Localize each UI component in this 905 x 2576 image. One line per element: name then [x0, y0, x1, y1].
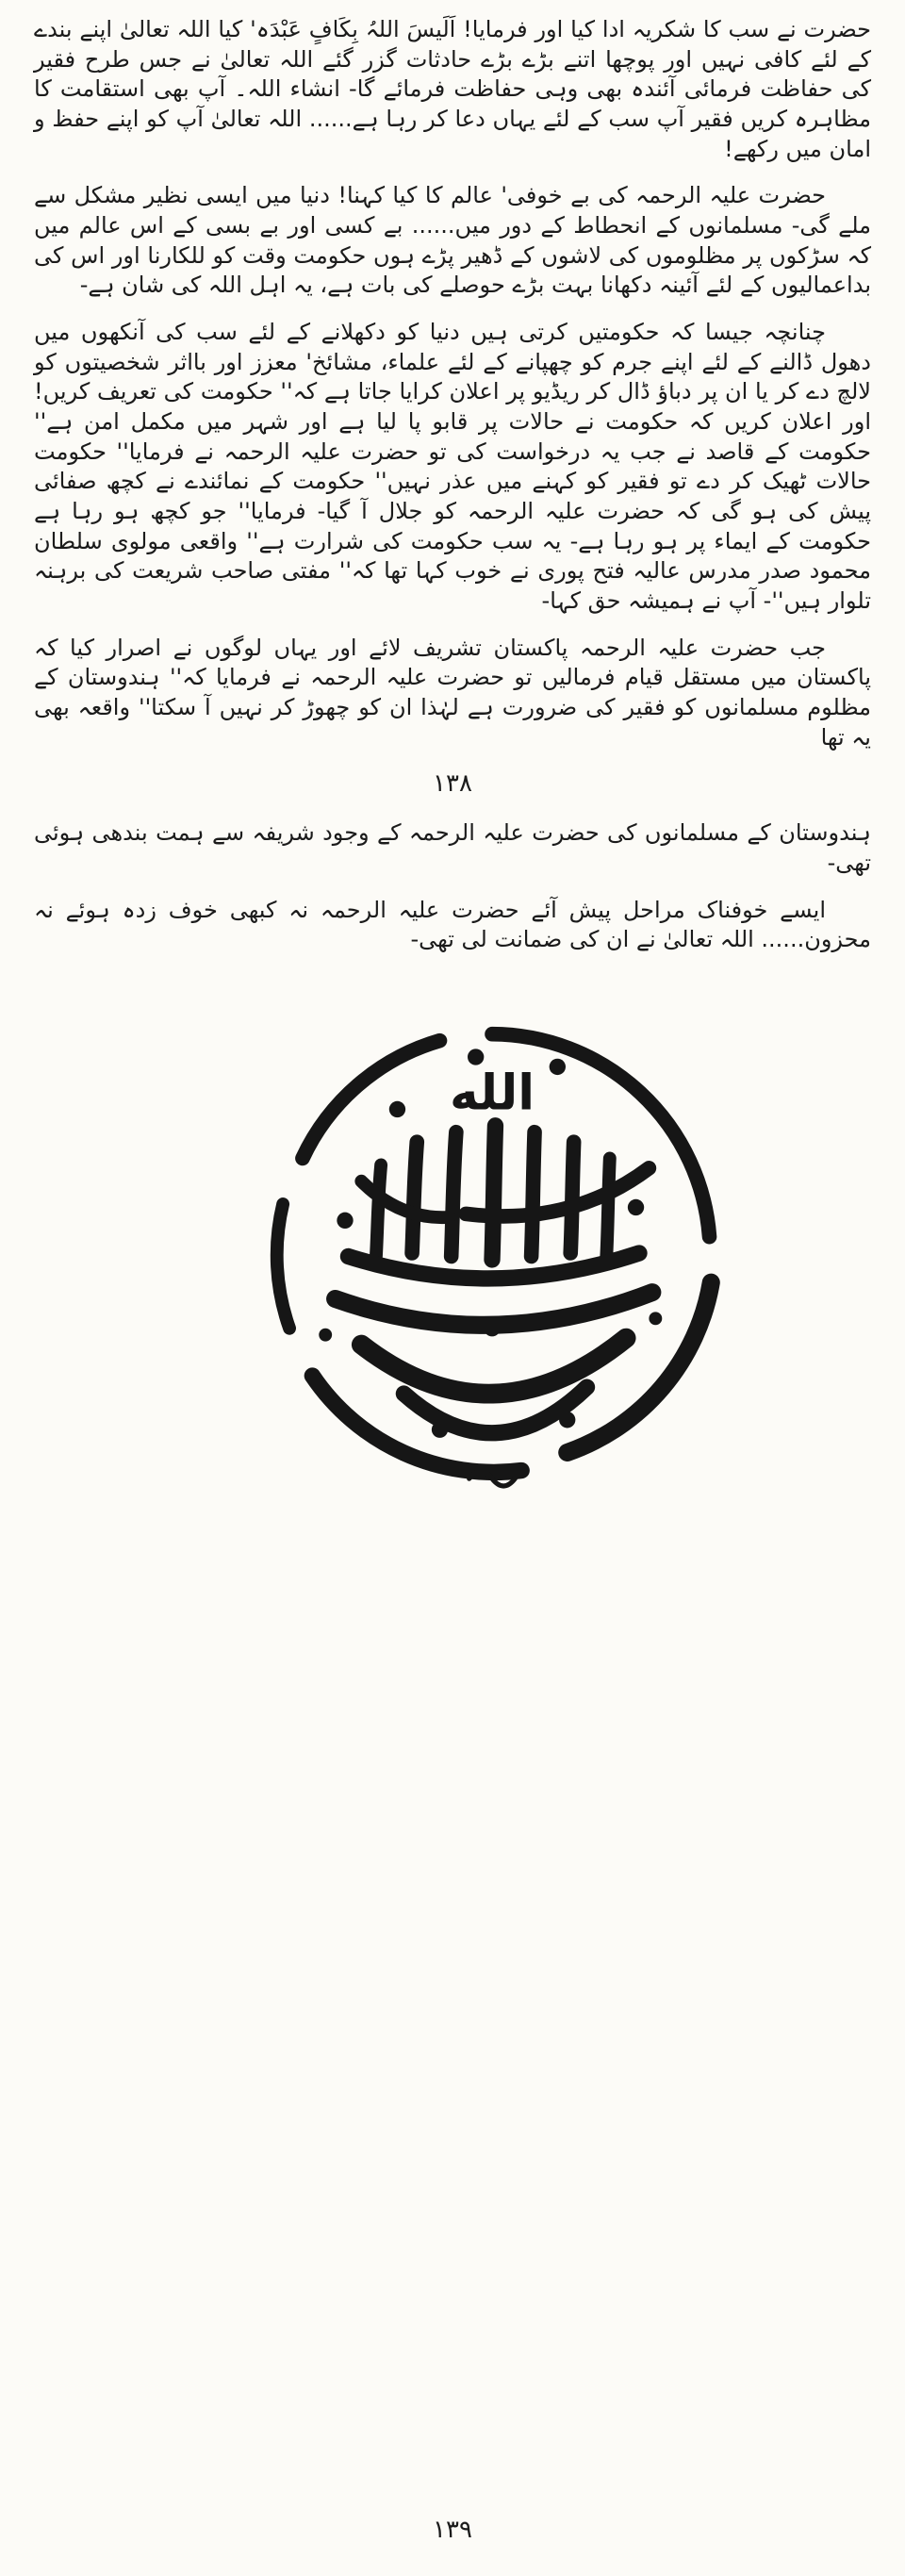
arabic-calligraphy-roundel-icon	[247, 1008, 737, 1498]
text-column-page-138	[0, 0, 905, 752]
paragraph-2: حضرت علیہ الرحمہ کی بے خوفی' عالم کا کیا کہنا! دنیا میں ایسی نظیر مشکل سے ملے گی- مسلمانوں کے انحطاط کے دور میں...... بے کسی اور بے بسی کے اس عالم میں کہ سڑکوں پر مظلوموں کی لاشوں کے ڈھیر پڑے ہوں حکومت وقت کو للکارنا اور اس کی بداعمالیوں کے لئے آئینہ دکھانا بہت بڑے حوصلے کی بات ہے، یہ اہل اللہ کی شان ہے-	[34, 182, 871, 299]
page-number-bottom: ۱۳۹	[433, 2516, 472, 2544]
paragraph-6: ایسے خوفناک مراحل پیش آئے حضرت علیہ الرحمہ نہ کبھی خوف زدہ ہوئے نہ محزون...... اللہ تعالیٰ نے ان کی ضمانت لی تھی-	[34, 896, 871, 953]
text-column-page-139	[0, 818, 905, 955]
calligraphy-medallion	[247, 1008, 737, 1498]
paragraph-3: چنانچہ جیسا کہ حکومتیں کرتی ہیں دنیا کو دکھلانے کے لئے سب کی آنکھوں میں دھول ڈالنے کے لئے اپنے جرم کو چھپانے کے لئے علماء، مشائخ' معزز اور بااثر شخصیتوں کو لالچ دے کر یا ان پر دباؤ ڈال کر ریڈیو پر اعلان کرایا جاتا ہے کہ'' حکومت کی تعریف کریں! اور اعلان کریں کہ حکومت نے حالات پر قابو پا لیا ہے اور شہر میں مکمل امن ہے'' حکومت کے قاصد نے جب یہ درخواست کی تو حضرت علیہ الرحمہ نے فرمایا'' حکومت حالات ٹھیک کر دے تو فقیر کو کہنے میں عذر نہیں'' حکومت کے نمائندے نے کچھ صفائی پیش کی ہو گی کہ حضرت علیہ الرحمہ کو جلال آ گیا- فرمایا'' جو کچھ ہو رہا ہے حکومت کے ایماء پر ہو رہا ہے- یہ سب حکومت کی شرارت ہے'' واقعی مولوی سلطان محمود صدر مدرس عالیہ فتح پوری نے خوب کہا تھا کہ'' مفتی صاحب شریعت کی برہنہ تلوار ہیں''- آپ نے ہمیشہ حق کہا-	[34, 319, 872, 615]
paragraph-5: ہندوستان کے مسلمانوں کی حضرت علیہ الرحمہ کے وجود شریفہ سے ہمت بندھی ہوئی تھی-	[34, 819, 871, 877]
paragraph-1: حضرت نے سب کا شکریہ ادا کیا اور فرمایا! اَلَیسَ اللہُ بِکَافٍ عَبْدَہ' کیا اللہ تعالیٰ اپنے بندے کے لئے کافی نہیں اور پوچھا اتنے بڑے بڑے حادثات گزر گئے اللہ تعالیٰ نے جس طرح فقیر کی حفاظت فرمائی آئندہ بھی وہی حفاظت فرمائے گا- انشاء اللہ۔ آپ بھی استقامت کا مظاہرہ کریں فقیر آپ سب کے لئے یہاں دعا کر رہا ہے...... اللہ تعالیٰ آپ کو اپنے حفظ و امان میں رکھے!	[34, 16, 871, 162]
medallion-allah-word: الله	[449, 1065, 535, 1122]
paragraph-4: جب حضرت علیہ الرحمہ پاکستان تشریف لائے اور یہاں لوگوں نے اصرار کیا کہ پاکستان میں مستقل قیام فرمالیں تو حضرت علیہ الرحمہ نے فرمایا کہ'' ہندوستان کے مظلوم مسلمانوں کو فقیر کی ضرورت ہے لہٰذا ان کو چھوڑ کر نہیں آ سکتا'' واقعہ بھی یہ تھا	[34, 634, 871, 751]
page-number-top: ۱۳۸	[433, 769, 472, 799]
